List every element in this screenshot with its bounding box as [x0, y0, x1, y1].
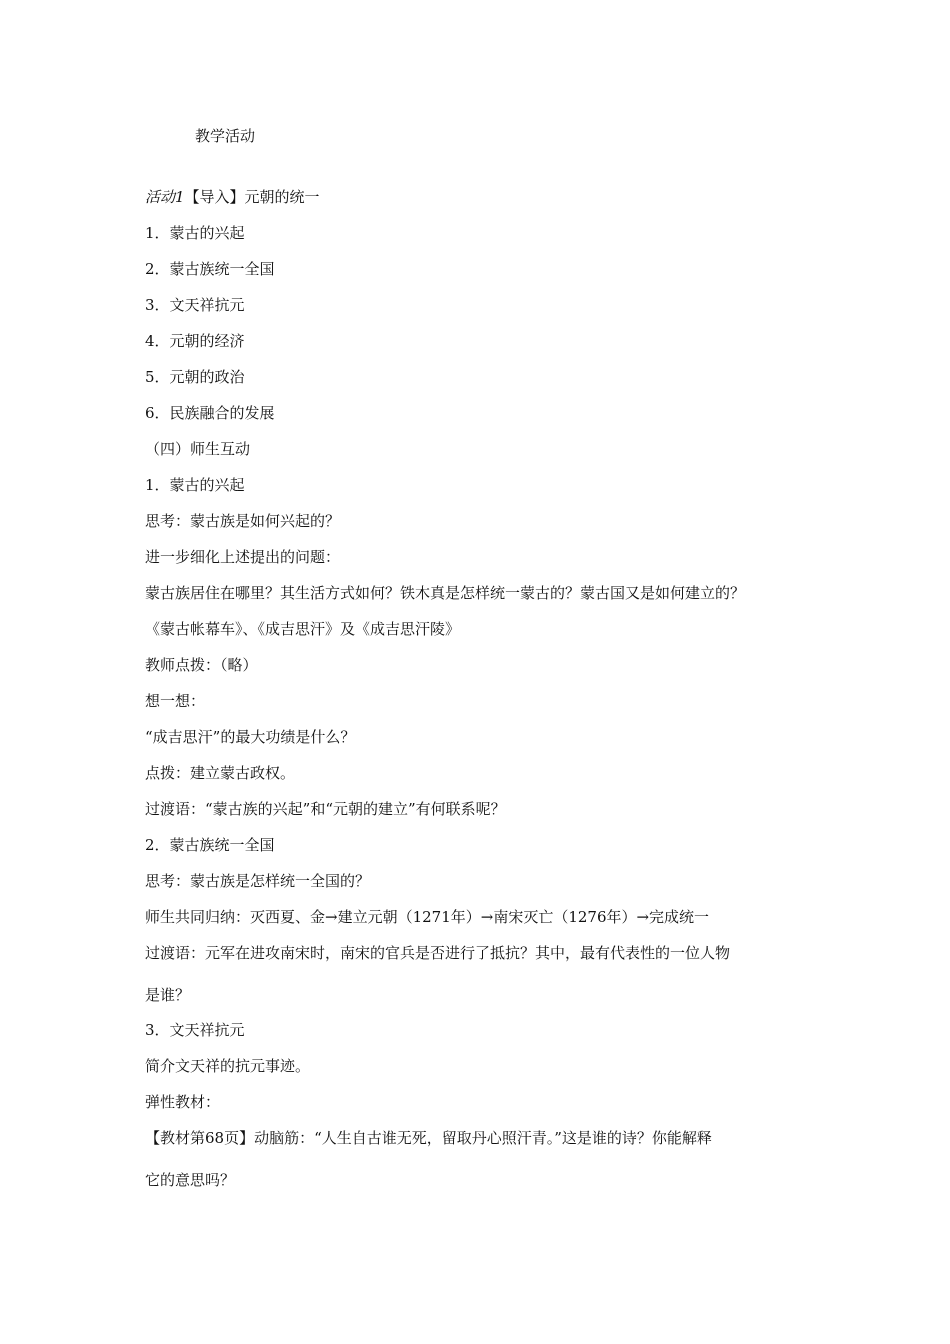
interaction-heading: （四）师生互动 [145, 440, 251, 458]
body-line: 《蒙古帐幕车》、《成吉思汗》及《成吉思汗陵》 [145, 620, 461, 638]
body-line: 弹性教材： [145, 1093, 221, 1111]
outline-item: 2．蒙古族统一全国 [145, 260, 275, 278]
body-line: 它的意思吗？ [145, 1171, 236, 1189]
body-line: 进一步细化上述提出的问题： [145, 548, 341, 566]
body-line: 过渡语：元军在进攻南宋时，南宋的官兵是否进行了抵抗？其中，最有代表性的一位人物 [145, 944, 731, 962]
body-line: 2．蒙古族统一全国 [145, 836, 275, 854]
body-line: 思考：蒙古族是怎样统一全国的？ [145, 872, 371, 890]
body-line: 【教材第68页】动脑筋：“人生自古谁无死，留取丹心照汗青。”这是谁的诗？你能解释 [145, 1129, 712, 1147]
activity-label: 活动1 [145, 188, 185, 206]
body-line: “成吉思汗”的最大功绩是什么？ [145, 728, 356, 746]
body-line: 师生共同归纳：灭西夏、金→建立元朝（1271年）→南宋灭亡（1276年）→完成统一 [145, 908, 710, 926]
body-line: 是谁？ [145, 986, 191, 1004]
body-line: 点拨：建立蒙古政权。 [145, 764, 296, 782]
body-line: 简介文天祥的抗元事迹。 [145, 1057, 311, 1075]
body-line: 思考：蒙古族是如何兴起的？ [145, 512, 341, 530]
body-line: 想一想： [145, 692, 206, 710]
activity-heading [145, 187, 320, 207]
outline-item: 4．元朝的经济 [145, 332, 245, 350]
body-line: 3．文天祥抗元 [145, 1021, 245, 1039]
body-line: 1．蒙古的兴起 [145, 476, 245, 494]
body-line: 过渡语：“蒙古族的兴起”和“元朝的建立”有何联系呢？ [145, 800, 506, 818]
outline-item: 5．元朝的政治 [145, 368, 245, 386]
outline-item: 3．文天祥抗元 [145, 296, 245, 314]
activity-title: 【导入】元朝的统一 [184, 188, 320, 206]
outline-item: 6．民族融合的发展 [145, 404, 275, 422]
body-line: 蒙古族居住在哪里？其生活方式如何？铁木真是怎样统一蒙古的？蒙古国又是如何建立的？ [145, 584, 746, 602]
outline-item: 1．蒙古的兴起 [145, 224, 245, 242]
section-title: 教学活动 [195, 127, 256, 145]
body-line: 教师点拨：（略） [145, 656, 258, 674]
